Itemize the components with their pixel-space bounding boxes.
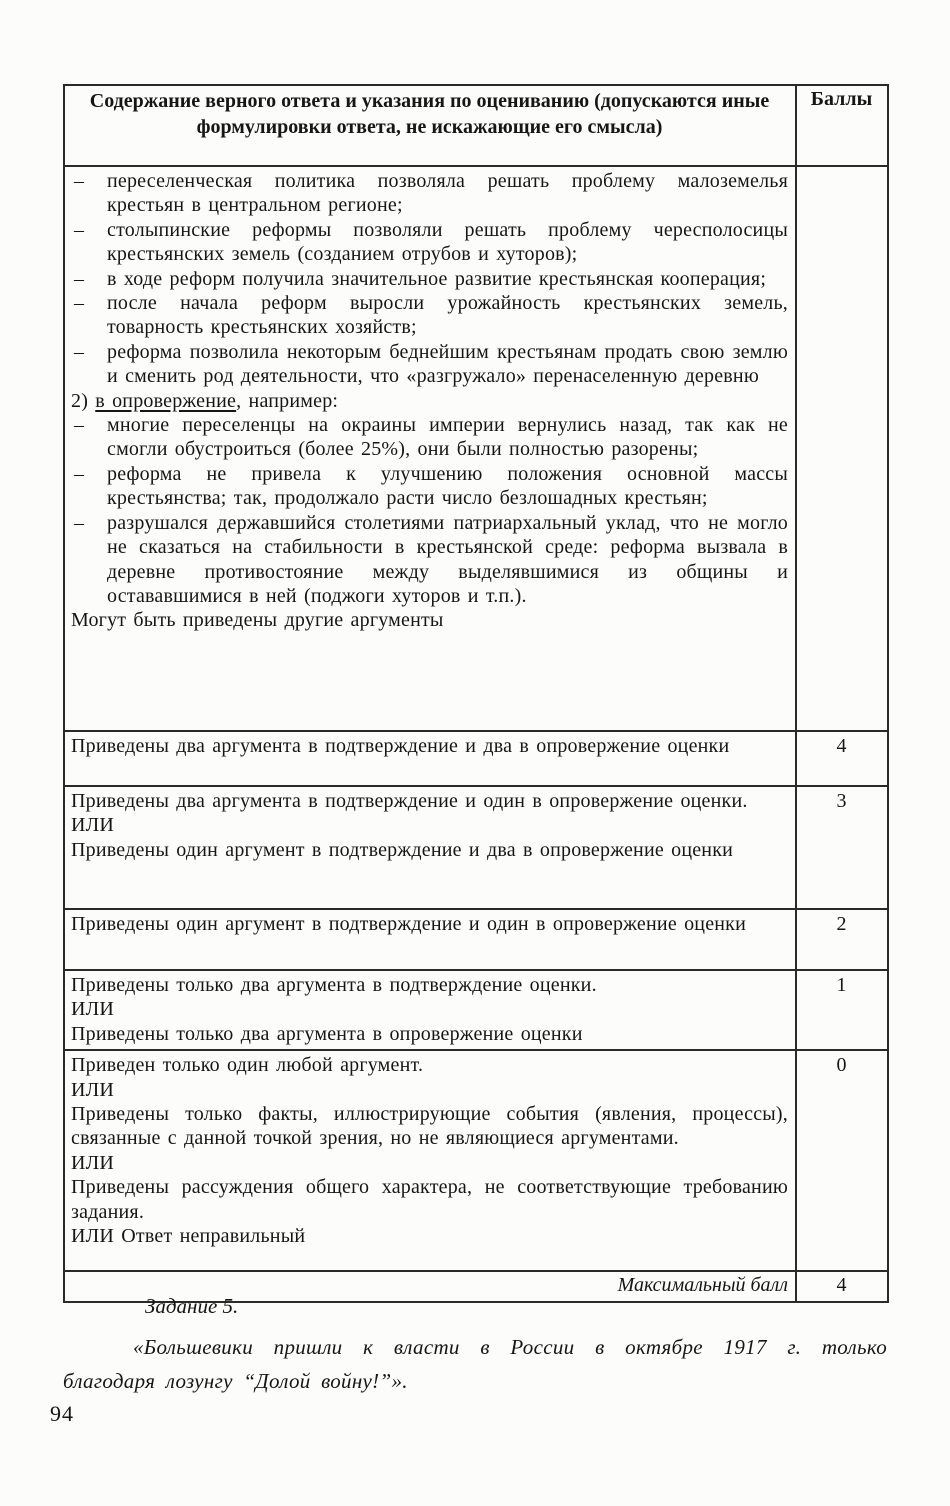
answer-score-cell (796, 166, 888, 731)
dash-bullet: – (74, 170, 85, 192)
score-row (64, 786, 888, 909)
criteria-cell (64, 909, 796, 970)
pro-argument-text: столыпинские реформы позволяли решать проблему чересполосицы крестьянских земель (созданием отрубов и хуторов); (107, 218, 788, 266)
dash-bullet: – (74, 267, 85, 290)
pro-argument-item (71, 291, 788, 340)
page-number: 94 (50, 1401, 74, 1426)
criteria-or: ИЛИ (71, 1078, 115, 1101)
criteria-cell (64, 1050, 796, 1271)
contra-argument-text: многие переселенцы на окраины империи вернулись назад, так как не смогли обустроиться (более 25%), они были полностью разорены; (107, 414, 788, 461)
pro-argument-text: переселенческая политика позволяла решать проблему малоземелья крестьян в центральном регионе; (107, 170, 788, 217)
criteria-cell (64, 731, 796, 786)
task-quote: «Большевики пришли к власти в России в октябре 1917 г. только благодаря лозунгу “Долой войну!”». (63, 1335, 887, 1393)
max-score-value: 4 (796, 1271, 888, 1302)
dash-bullet: – (74, 511, 85, 534)
dash-bullet: – (74, 462, 85, 485)
max-score-label: Максимальный балл (64, 1271, 796, 1302)
dash-bullet: – (74, 414, 85, 437)
criteria-text: Приведены только два аргумента в опровержение оценки (71, 1022, 583, 1045)
score-value: 1 (796, 970, 888, 1050)
criteria-text: Приведены только два аргумента в подтверждение оценки. (71, 974, 597, 996)
other-arguments-note: Могут быть приведены другие аргументы (71, 609, 444, 632)
pro-argument-item (71, 218, 788, 267)
dash-bullet: – (74, 340, 85, 363)
pro-argument-item (71, 267, 788, 291)
contra-heading-prefix: 2) (71, 389, 89, 412)
contra-heading-suffix: , например: (236, 389, 339, 412)
contra-argument-text: реформа не привела к улучшению положения основной массы крестьянства; так, продолжало расти число безлошадных крестьян; (107, 462, 788, 510)
contra-argument-item (71, 462, 788, 511)
criteria-or: ИЛИ (71, 998, 115, 1021)
score-value: 4 (796, 731, 888, 786)
criteria-text: Приведены два аргумента в подтверждение и два в опровержение оценки (71, 735, 730, 757)
task-section (63, 1294, 887, 1398)
contra-argument-text: разрушался державшийся столетиями патриархальный уклад, что не могло не сказаться на стабильности в крестьянской среде: реформа вызвала в деревне противостояние между выделявшимися из общины и остававшимися в ней (поджоги хуторов и т.п.). (107, 511, 788, 607)
score-row (64, 909, 888, 970)
table-header-row (64, 85, 888, 166)
criteria-or: ИЛИ (71, 814, 115, 837)
dash-bullet: – (74, 218, 85, 241)
answer-cell (64, 166, 796, 731)
score-row (64, 731, 888, 786)
header-content-title: Содержание верного ответа и указания по оцениванию (допускаются иные формулировки ответа, не искажающие его смысла) (64, 85, 796, 166)
criteria-text: Приведены один аргумент в подтверждение и один в опровержение оценки (71, 913, 746, 935)
criteria-text: Приведен только один любой аргумент. (71, 1054, 424, 1077)
pro-argument-text: в ходе реформ получила значительное развитие крестьянская кооперация; (107, 267, 767, 290)
dash-bullet: – (74, 292, 85, 315)
criteria-text: Приведены рассуждения общего характера, не соответствующие требованию задания. (71, 1176, 788, 1223)
criteria-cell (64, 786, 796, 909)
criteria-text: ИЛИ Ответ неправильный (71, 1225, 306, 1248)
score-row (64, 970, 888, 1050)
pro-argument-text: после начала реформ выросли урожайность крестьянских земель, товарность крестьянских хозяйств; (107, 292, 788, 339)
score-value: 3 (796, 786, 888, 909)
pro-argument-text: реформа позволила некоторым беднейшим крестьянам продать свою землю и сменить род деятельности, что «разгружало» перенаселенную деревню (107, 340, 788, 388)
contra-heading (71, 389, 788, 413)
rubric-table (63, 84, 889, 1303)
task-title: Задание 5. (145, 1294, 239, 1318)
criteria-text: Приведены один аргумент в подтверждение и два в опровержение оценки (71, 838, 734, 861)
pro-argument-item (71, 169, 788, 218)
criteria-cell (64, 970, 796, 1050)
criteria-or: ИЛИ (71, 1151, 115, 1174)
criteria-text: Приведены только факты, иллюстрирующие события (явления, процессы), связанные с данной точкой зрения, но не являющиеся аргументами. (71, 1103, 788, 1150)
criteria-text: Приведены два аргумента в подтверждение и один в опровержение оценки. (71, 790, 748, 812)
contra-argument-item (71, 413, 788, 462)
answer-row (64, 166, 888, 731)
score-value: 0 (796, 1050, 888, 1271)
pro-argument-item (71, 340, 788, 389)
contra-heading-underlined: в опровержение (95, 389, 237, 412)
contra-argument-item (71, 511, 788, 609)
score-row (64, 1050, 888, 1271)
header-score-title: Баллы (796, 85, 888, 166)
score-value: 2 (796, 909, 888, 970)
